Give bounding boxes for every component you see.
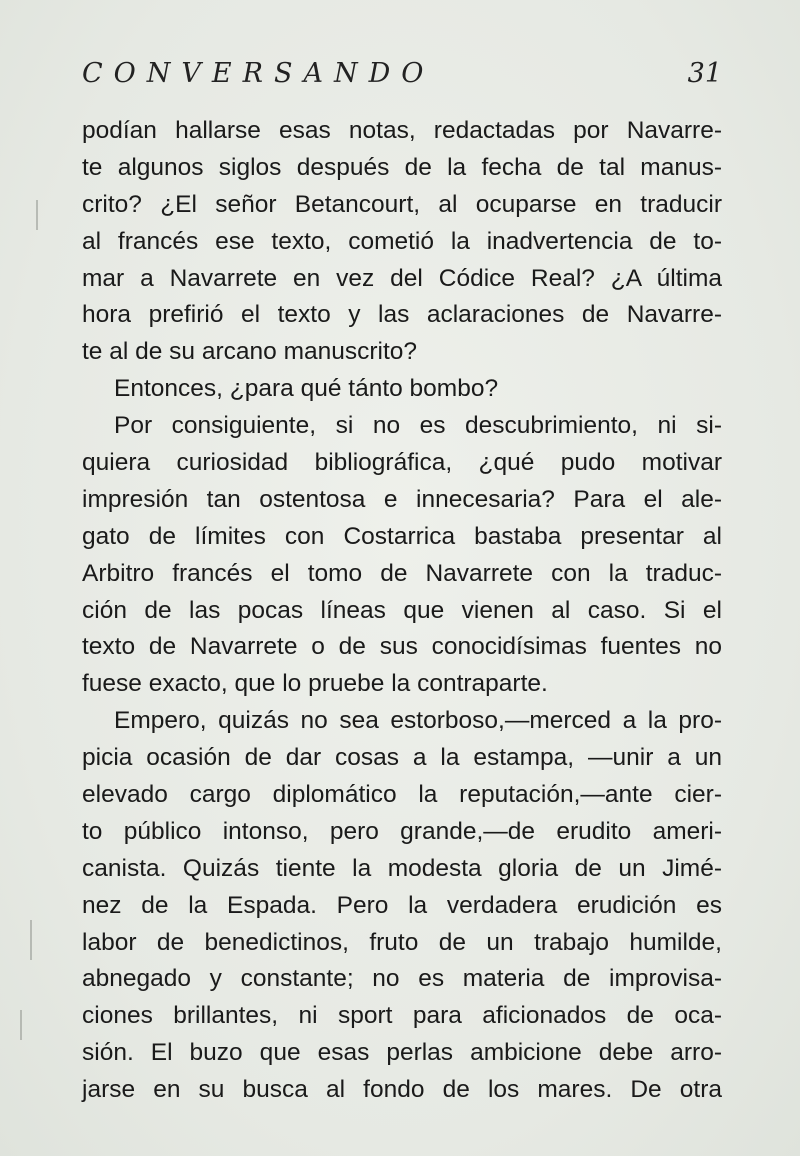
margin-mark	[30, 920, 32, 960]
text-line: quiera curiosidad bibliográfica, ¿qué pudo motivar	[82, 449, 722, 477]
text-line: crito? ¿El señor Betancourt, al ocuparse en traducir	[82, 190, 722, 218]
text-line: to público intonso, pero grande,—de erudito ameri-	[82, 817, 722, 845]
text-line: mar a Navarrete en vez del Códice Real? ¿A última	[82, 264, 722, 292]
margin-mark	[36, 200, 38, 230]
text-line: podían hallarse esas notas, redactadas por Navarre-	[82, 117, 722, 144]
text-line: nez de la Espada. Pero la verdadera erudición es	[82, 891, 722, 919]
text-line: abnegado y constante; no es materia de improvisa-	[82, 965, 722, 993]
text-line: gato de límites con Costarrica bastaba presentar al	[82, 522, 722, 550]
text-line: hora prefirió el texto y las aclaraciones de Navarre-	[82, 301, 722, 329]
body-text	[82, 113, 722, 1109]
running-title: CONVERSANDO	[82, 58, 435, 89]
text-line: picia ocasión de dar cosas a la estampa, —unir a un	[82, 744, 722, 772]
text-line: labor de benedictinos, fruto de un trabajo humilde,	[82, 928, 722, 956]
text-line: Entonces, ¿para qué tánto bombo?	[114, 375, 499, 403]
page-header	[82, 58, 722, 98]
text-line: te algunos siglos después de la fecha de tal manus-	[82, 153, 722, 181]
page-number: 31	[687, 58, 722, 89]
text-line: impresión tan ostentosa e innecesaria? Para el ale-	[82, 485, 722, 513]
text-line: Por consiguiente, si no es descubrimiento, ni si-	[114, 412, 722, 440]
text-line: fuese exacto, que lo pruebe la contraparte.	[82, 670, 548, 698]
text-line: texto de Navarrete o de sus conocidísimas fuentes no	[82, 633, 722, 661]
text-line: ciones brillantes, ni sport para aficionados de oca-	[82, 1002, 722, 1030]
text-line: al francés ese texto, cometió la inadvertencia de to-	[82, 227, 722, 255]
text-line: Arbitro francés el tomo de Navarrete con la traduc-	[82, 559, 722, 587]
text-line: canista. Quizás tiente la modesta gloria de un Jimé-	[82, 854, 722, 882]
text-line: jarse en su busca al fondo de los mares. De otra	[82, 1076, 722, 1104]
text-line: elevado cargo diplomático la reputación,—ante cier-	[82, 781, 722, 809]
margin-mark	[20, 1010, 22, 1040]
text-line: Empero, quizás no sea estorboso,—merced a la pro-	[114, 707, 722, 735]
text-line: te al de su arcano manuscrito?	[82, 338, 418, 366]
text-line: ción de las pocas líneas que vienen al caso. Si el	[82, 596, 722, 624]
text-line: sión. El buzo que esas perlas ambicione debe arro-	[82, 1039, 722, 1067]
